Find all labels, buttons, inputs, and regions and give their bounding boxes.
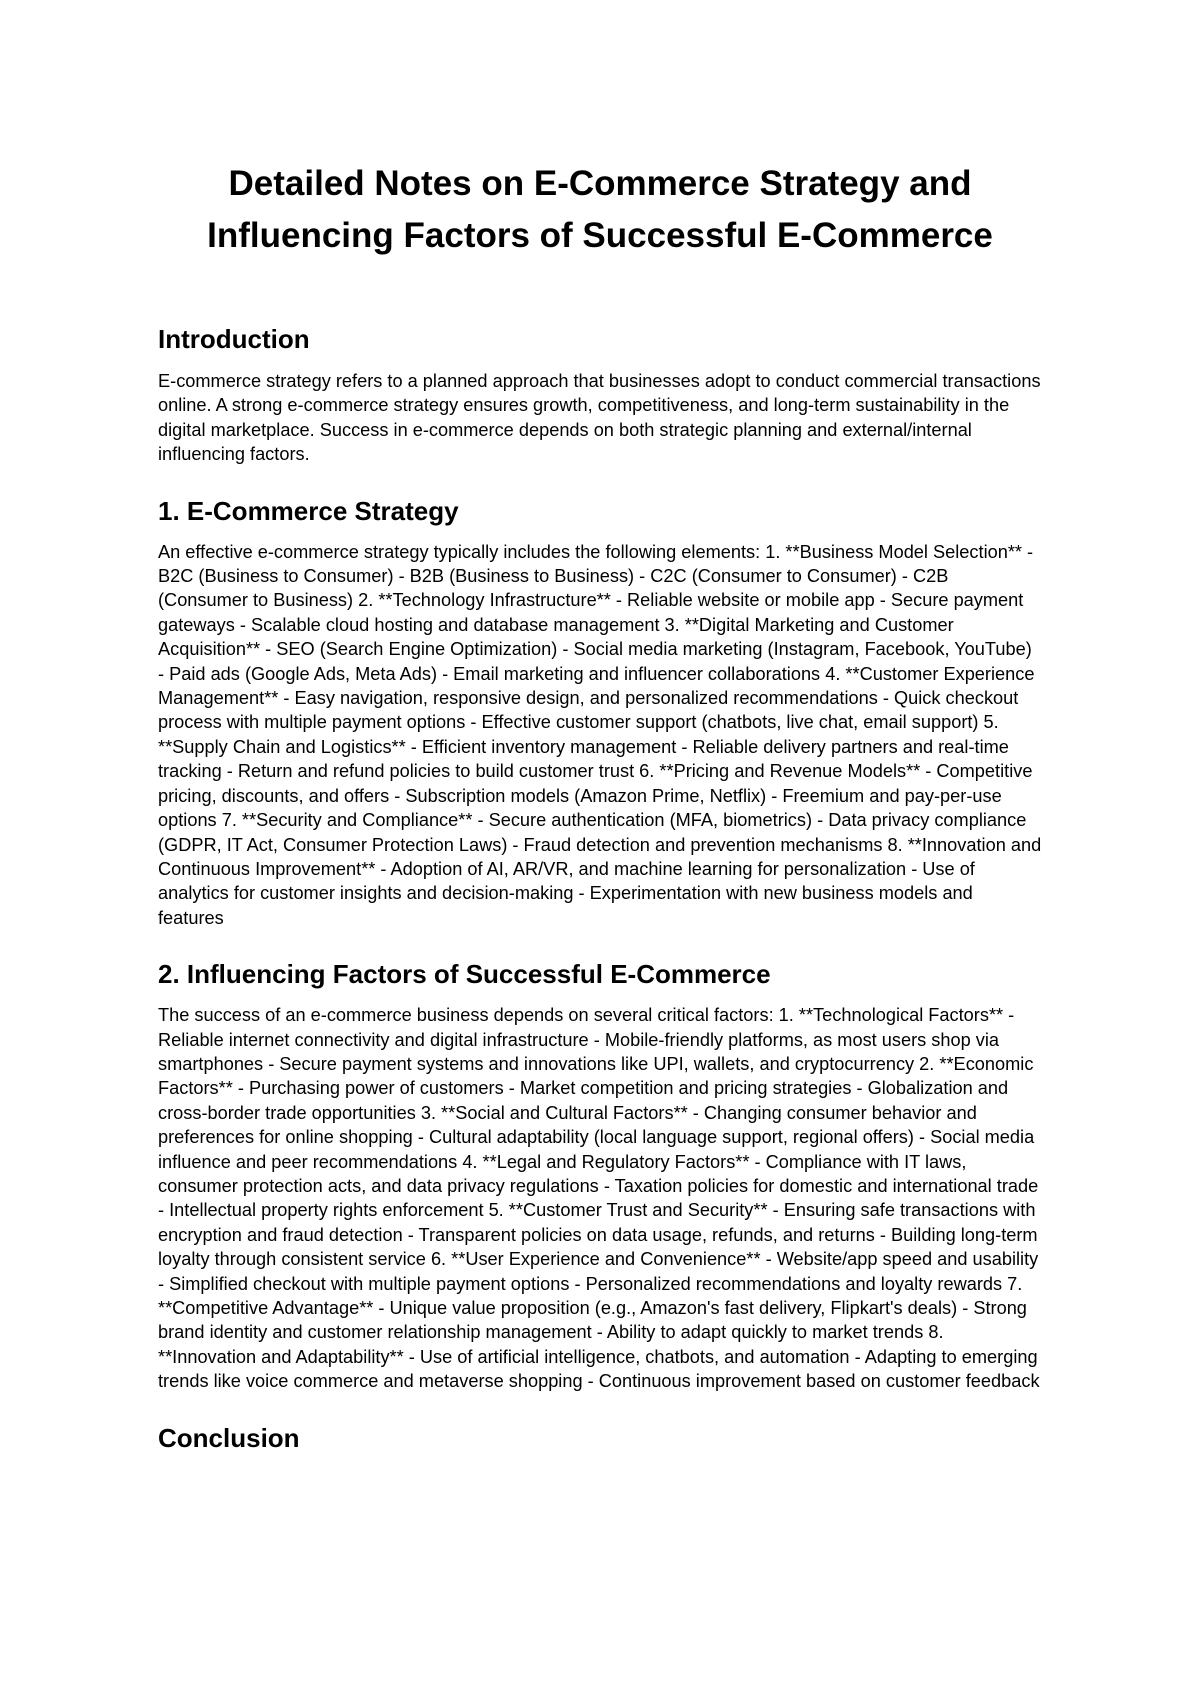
influencing-factors-paragraph: The success of an e-commerce business depends on several critical factors: 1. **Technological Factors** - Reliable internet connectivity and digital infrastructure - Mobile-friendly platforms, as most users shop via smartphones - Secure payment systems and innovations like UPI, wallets, and cryptocurrency 2. **Economic Factors** - Purchasing power of customers - Market competition and pricing strategies - Globalization and cross-border trade opportunities 3. **Social and Cultural Factors** - Changing consumer behavior and preferences for online shopping - Cultural adaptability (local language support, regional offers) - Social media influence and peer recommendations 4. **Legal and Regulatory Factors** - Compliance with IT laws, consumer protection acts, and data privacy regulations - Taxation policies for domestic and international trade - Intellectual property rights enforcement 5. **Customer Trust and Security** - Ensuring safe transactions with encryption and fraud detection - Transparent policies on data usage, refunds, and returns - Building long-term loyalty through consistent service 6. **User Experience and Convenience** - Website/app speed and usability - Simplified checkout with multiple payment options - Personalized recommendations and loyalty rewards 7. **Competitive Advantage** - Unique value proposition (e.g., Amazon's fast delivery, Flipkart's deals) - Strong brand identity and customer relationship management - Ability to adapt quickly to market trends 8. **Innovation and Adaptability** - Use of artificial intelligence, chatbots, and automation - Adapting to emerging trends like voice commerce and metaverse shopping - Continuous improvement based on customer feedback [158,1005,1040,1392]
document-title-line-2: Influencing Factors of Successful E-Commerce [207,216,993,255]
strategy-heading: 1. E-Commerce Strategy [158,495,459,526]
introduction-paragraph: E-commerce strategy refers to a planned approach that businesses adopt to conduct commercial transactions online. A strong e-commerce strategy ensures growth, competitiveness, and long-term sustainability in the digital marketplace. Success in e-commerce depends on both strategic planning and external/internal influencing factors. [158,371,1041,465]
strategy-paragraph: An effective e-commerce strategy typically includes the following elements: 1. **Business Model Selection** - B2C (Business to Consumer) - B2B (Business to Business) - C2C (Consumer to Consumer) - C2B (Consumer to Business) 2. **Technology Infrastructure** - Reliable website or mobile app - Secure payment gateways - Scalable cloud hosting and database management 3. **Digital Marketing and Customer Acquisition** - SEO (Search Engine Optimization) - Social media marketing (Instagram, Facebook, YouTube) - Paid ads (Google Ads, Meta Ads) - Email marketing and influencer collaborations 4. **Customer Experience Management** - Easy navigation, responsive design, and personalized recommendations - Quick checkout process with multiple payment options - Effective customer support (chatbots, live chat, email support) 5. **Supply Chain and Logistics** - Efficient inventory management - Reliable delivery partners and real-time tracking - Return and refund policies to build customer trust 6. **Pricing and Revenue Models** - Competitive pricing, discounts, and offers - Subscription models (Amazon Prime, Netflix) - Freemium and pay-per-use options 7. **Security and Compliance** - Secure authentication (MFA, biometrics) - Data privacy compliance (GDPR, IT Act, Consumer Protection Laws) - Fraud detection and prevention mechanisms 8. **Innovation and Continuous Improvement** - Adoption of AI, AR/VR, and machine learning for personalization - Use of analytics for customer insights and decision-making - Experimentation with new business models and features [158,541,1042,928]
introduction-heading: Introduction [158,324,310,354]
document-title [158,158,1042,262]
conclusion-heading: Conclusion [158,1422,300,1453]
influencing-factors-heading: 2. Influencing Factors of Successful E-Commerce [158,959,771,990]
document-title-line-1: Detailed Notes on E-Commerce Strategy and [228,164,972,203]
